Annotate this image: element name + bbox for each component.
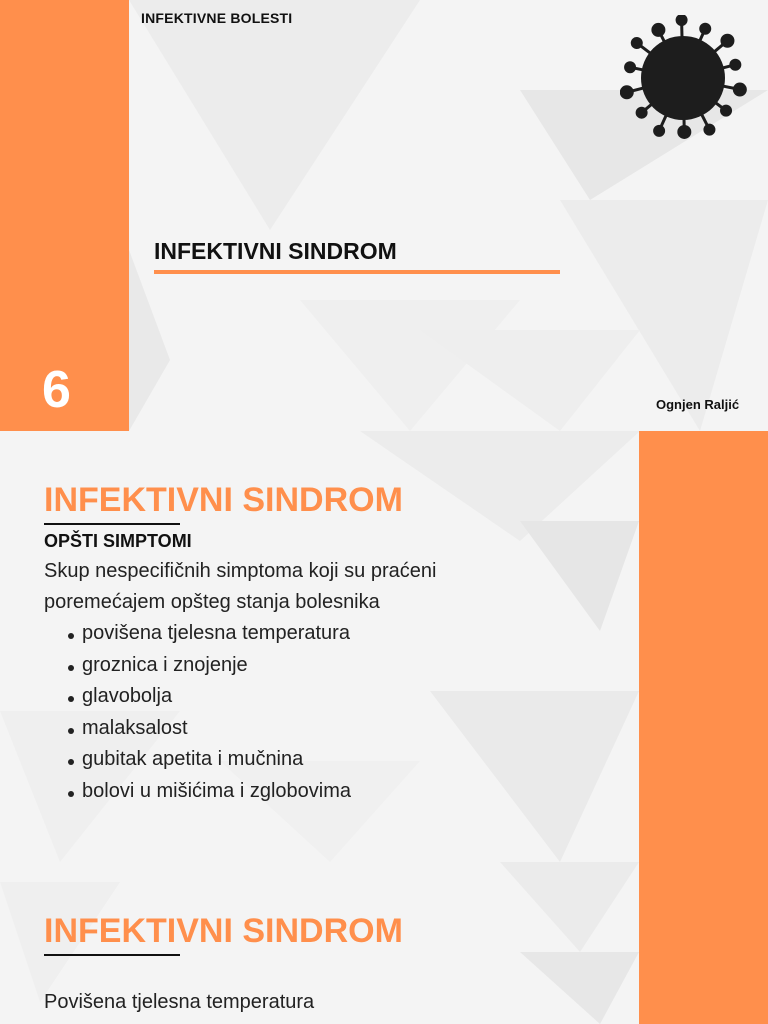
title-rule bbox=[44, 523, 180, 525]
slide-title: INFEKTIVNI SINDROM bbox=[44, 912, 403, 950]
course-label: INFEKTIVNE BOLESTI bbox=[141, 10, 293, 26]
symptoms-slide bbox=[0, 431, 768, 862]
list-item: gubitak apetita i mučnina bbox=[66, 744, 351, 776]
slide-title: INFEKTIVNI SINDROM bbox=[154, 238, 397, 264]
virus-icon bbox=[620, 15, 750, 140]
title-underline bbox=[154, 270, 560, 274]
orange-side-bar bbox=[639, 862, 768, 1024]
body-text: Povišena tjelesna temperatura bbox=[44, 991, 315, 1013]
author-name: Ognjen Raljić bbox=[656, 397, 740, 412]
list-item: bolovi u mišićima i zglobovima bbox=[66, 776, 351, 808]
title-rule bbox=[44, 954, 180, 956]
list-item: groznica i znojenje bbox=[66, 650, 351, 682]
paragraph-line: Skup nespecifičnih simptoma koji su praćeni bbox=[44, 560, 437, 582]
description-paragraph bbox=[44, 556, 564, 618]
paragraph-line: poremećajem opšteg stanja bolesnika bbox=[44, 591, 380, 613]
list-item: glavobolja bbox=[66, 681, 351, 713]
slide-title: INFEKTIVNI SINDROM bbox=[44, 481, 403, 519]
title-slide bbox=[0, 0, 768, 431]
orange-side-bar bbox=[639, 431, 768, 862]
temperature-slide bbox=[0, 862, 768, 1024]
list-item: povišena tjelesna temperatura bbox=[66, 618, 351, 650]
symptom-list bbox=[66, 618, 351, 807]
list-item: malaksalost bbox=[66, 713, 351, 745]
slide-number: 6 bbox=[42, 361, 71, 419]
section-heading: OPŠTI SIMPTOMI bbox=[44, 531, 192, 551]
